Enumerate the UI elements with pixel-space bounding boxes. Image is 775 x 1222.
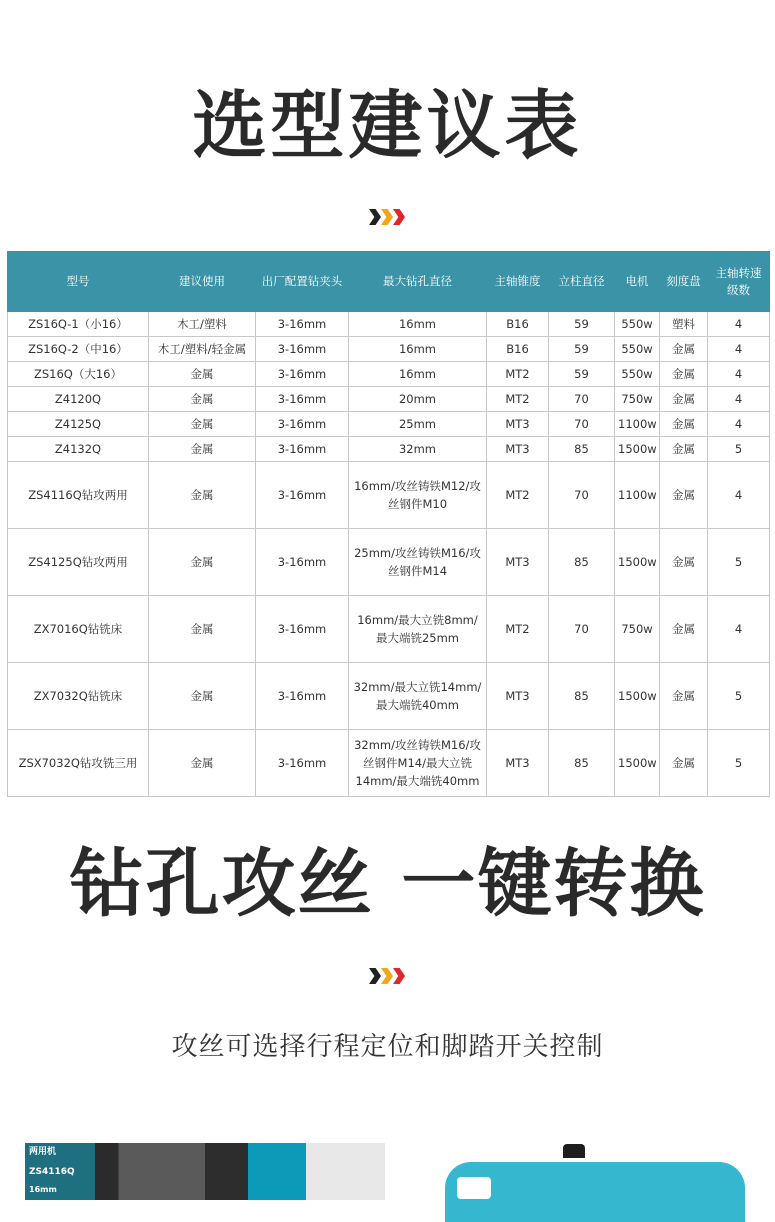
table-cell: 4 xyxy=(708,596,770,663)
table-cell: 5 xyxy=(708,529,770,596)
table-cell: MT2 xyxy=(487,596,549,663)
table-cell: 5 xyxy=(708,437,770,462)
table-cell: 金属 xyxy=(660,437,708,462)
table-cell: 3-16mm xyxy=(256,462,349,529)
table-cell: 1500w xyxy=(615,437,660,462)
table-cell: 金属 xyxy=(660,529,708,596)
table-cell: 3-16mm xyxy=(256,663,349,730)
table-cell: 1500w xyxy=(615,529,660,596)
table-cell: 金属 xyxy=(149,529,256,596)
table-cell: 5 xyxy=(708,730,770,797)
table-cell: MT2 xyxy=(487,462,549,529)
table-cell: 70 xyxy=(549,462,615,529)
table-cell: 1100w xyxy=(615,462,660,529)
table-cell: 25mm xyxy=(349,412,487,437)
table-cell: 木工/塑料/轻金属 xyxy=(149,337,256,362)
section-subtitle: 攻丝可选择行程定位和脚踏开关控制 xyxy=(171,1032,604,1062)
table-cell: 1500w xyxy=(615,730,660,797)
column-header: 型号 xyxy=(8,252,149,312)
table-cell: 16mm/攻丝铸铁M12/攻丝钢件M10 xyxy=(349,462,487,529)
table-cell: 3-16mm xyxy=(256,529,349,596)
table-cell: 金属 xyxy=(660,663,708,730)
table-cell: ZS4125Q钻攻两用 xyxy=(8,529,149,596)
table-cell: 32mm/最大立铣14mm/最大端铣40mm xyxy=(349,663,487,730)
table-cell: 20mm xyxy=(349,387,487,412)
page-title: 选型建议表 xyxy=(192,83,583,169)
knob-icon xyxy=(563,1144,585,1158)
table-cell: Z4120Q xyxy=(8,387,149,412)
chevron-divider-icon xyxy=(369,968,407,984)
table-cell: 3-16mm xyxy=(256,412,349,437)
table-header-row xyxy=(8,252,770,312)
column-header: 最大钻孔直径 xyxy=(349,252,487,312)
table-cell: 金属 xyxy=(660,730,708,797)
table-cell: ZS16Q（大16） xyxy=(8,362,149,387)
table-row xyxy=(8,596,770,663)
table-cell: 金属 xyxy=(660,596,708,663)
table-cell: 5 xyxy=(708,663,770,730)
column-header: 主轴转速级数 xyxy=(708,252,770,312)
table-cell: 3-16mm xyxy=(256,387,349,412)
table-cell: 1100w xyxy=(615,412,660,437)
table-cell: 3-16mm xyxy=(256,730,349,797)
table-row xyxy=(8,362,770,387)
column-header: 主轴锥度 xyxy=(487,252,549,312)
table-cell: MT3 xyxy=(487,412,549,437)
table-cell: ZSX7032Q钻攻铣三用 xyxy=(8,730,149,797)
table-cell: Z4125Q xyxy=(8,412,149,437)
table-cell: 16mm xyxy=(349,312,487,337)
column-header: 电机 xyxy=(615,252,660,312)
product-photo-drill-head xyxy=(445,1150,745,1200)
table-cell: 70 xyxy=(549,412,615,437)
table-cell: 3-16mm xyxy=(256,312,349,337)
table-cell: 4 xyxy=(708,412,770,437)
table-row xyxy=(8,337,770,362)
table-cell: 金属 xyxy=(660,387,708,412)
table-cell: 3-16mm xyxy=(256,337,349,362)
plate-label: 两用机 xyxy=(29,1147,57,1157)
table-row xyxy=(8,437,770,462)
column-header: 建议使用 xyxy=(149,252,256,312)
plate-label: ZS4116Q xyxy=(29,1167,75,1177)
table-cell: MT2 xyxy=(487,362,549,387)
table-cell: ZS16Q-2（中16） xyxy=(8,337,149,362)
table-cell: MT3 xyxy=(487,730,549,797)
chevron-divider-icon xyxy=(369,209,407,225)
section-title: 钻孔攻丝 一键转换 xyxy=(69,841,706,927)
table-cell: 16mm/最大立铣8mm/最大端铣25mm xyxy=(349,596,487,663)
column-header: 出厂配置钻夹头 xyxy=(256,252,349,312)
table-cell: ZX7032Q钻铣床 xyxy=(8,663,149,730)
table-cell: 59 xyxy=(549,337,615,362)
table-cell: 16mm xyxy=(349,362,487,387)
table-cell: MT3 xyxy=(487,663,549,730)
table-cell: B16 xyxy=(487,337,549,362)
table-cell: 59 xyxy=(549,362,615,387)
table-row xyxy=(8,312,770,337)
table-cell: 4 xyxy=(708,362,770,387)
table-cell: 25mm/攻丝铸铁M16/攻丝钢件M14 xyxy=(349,529,487,596)
table-cell: 32mm/攻丝铸铁M16/攻丝钢件M14/最大立铣14mm/最大端铣40mm xyxy=(349,730,487,797)
table-cell: 金属 xyxy=(149,596,256,663)
table-cell: 4 xyxy=(708,387,770,412)
table-cell: MT3 xyxy=(487,437,549,462)
table-cell: 550w xyxy=(615,362,660,387)
table-cell: 750w xyxy=(615,387,660,412)
table-cell: 1500w xyxy=(615,663,660,730)
table-cell: 59 xyxy=(549,312,615,337)
table-row xyxy=(8,730,770,797)
table-cell: 金属 xyxy=(660,462,708,529)
brand-logo-icon xyxy=(457,1177,491,1199)
table-cell: 85 xyxy=(549,437,615,462)
table-cell: ZX7016Q钻铣床 xyxy=(8,596,149,663)
table-cell: 3-16mm xyxy=(256,362,349,387)
table-row xyxy=(8,412,770,437)
table-cell: 金属 xyxy=(149,462,256,529)
table-cell: 金属 xyxy=(149,387,256,412)
product-photo-drill-tapping xyxy=(25,1143,385,1200)
table-cell: 85 xyxy=(549,663,615,730)
table-cell: 32mm xyxy=(349,437,487,462)
plate-label: 16mm xyxy=(29,1185,57,1194)
table-row xyxy=(8,462,770,529)
table-cell: 550w xyxy=(615,312,660,337)
table-cell: 金属 xyxy=(149,412,256,437)
table-cell: 4 xyxy=(708,462,770,529)
table-row xyxy=(8,387,770,412)
table-cell: 塑料 xyxy=(660,312,708,337)
selection-table xyxy=(7,251,770,797)
column-header: 立柱直径 xyxy=(549,252,615,312)
table-cell: 金属 xyxy=(660,412,708,437)
table-cell: 85 xyxy=(549,529,615,596)
table-cell: ZS16Q-1（小16） xyxy=(8,312,149,337)
table-row xyxy=(8,663,770,730)
table-cell: 85 xyxy=(549,730,615,797)
table-cell: 金属 xyxy=(149,437,256,462)
table-cell: 16mm xyxy=(349,337,487,362)
table-cell: 金属 xyxy=(660,362,708,387)
table-cell: B16 xyxy=(487,312,549,337)
column-header: 刻度盘 xyxy=(660,252,708,312)
table-cell: 木工/塑料 xyxy=(149,312,256,337)
table-body xyxy=(8,312,770,797)
table-cell: 550w xyxy=(615,337,660,362)
table-cell: 70 xyxy=(549,387,615,412)
table-cell: 70 xyxy=(549,596,615,663)
table-cell: 金属 xyxy=(149,730,256,797)
table-cell: 4 xyxy=(708,337,770,362)
table-cell: 750w xyxy=(615,596,660,663)
table-cell: 金属 xyxy=(149,663,256,730)
table-cell: 3-16mm xyxy=(256,437,349,462)
table-cell: MT2 xyxy=(487,387,549,412)
table-cell: MT3 xyxy=(487,529,549,596)
model-plate xyxy=(25,1143,95,1200)
table-row xyxy=(8,529,770,596)
table-cell: 金属 xyxy=(660,337,708,362)
table-cell: ZS4116Q钻攻两用 xyxy=(8,462,149,529)
table-cell: 3-16mm xyxy=(256,596,349,663)
table-cell: 金属 xyxy=(149,362,256,387)
table-cell: Z4132Q xyxy=(8,437,149,462)
table-cell: 4 xyxy=(708,312,770,337)
